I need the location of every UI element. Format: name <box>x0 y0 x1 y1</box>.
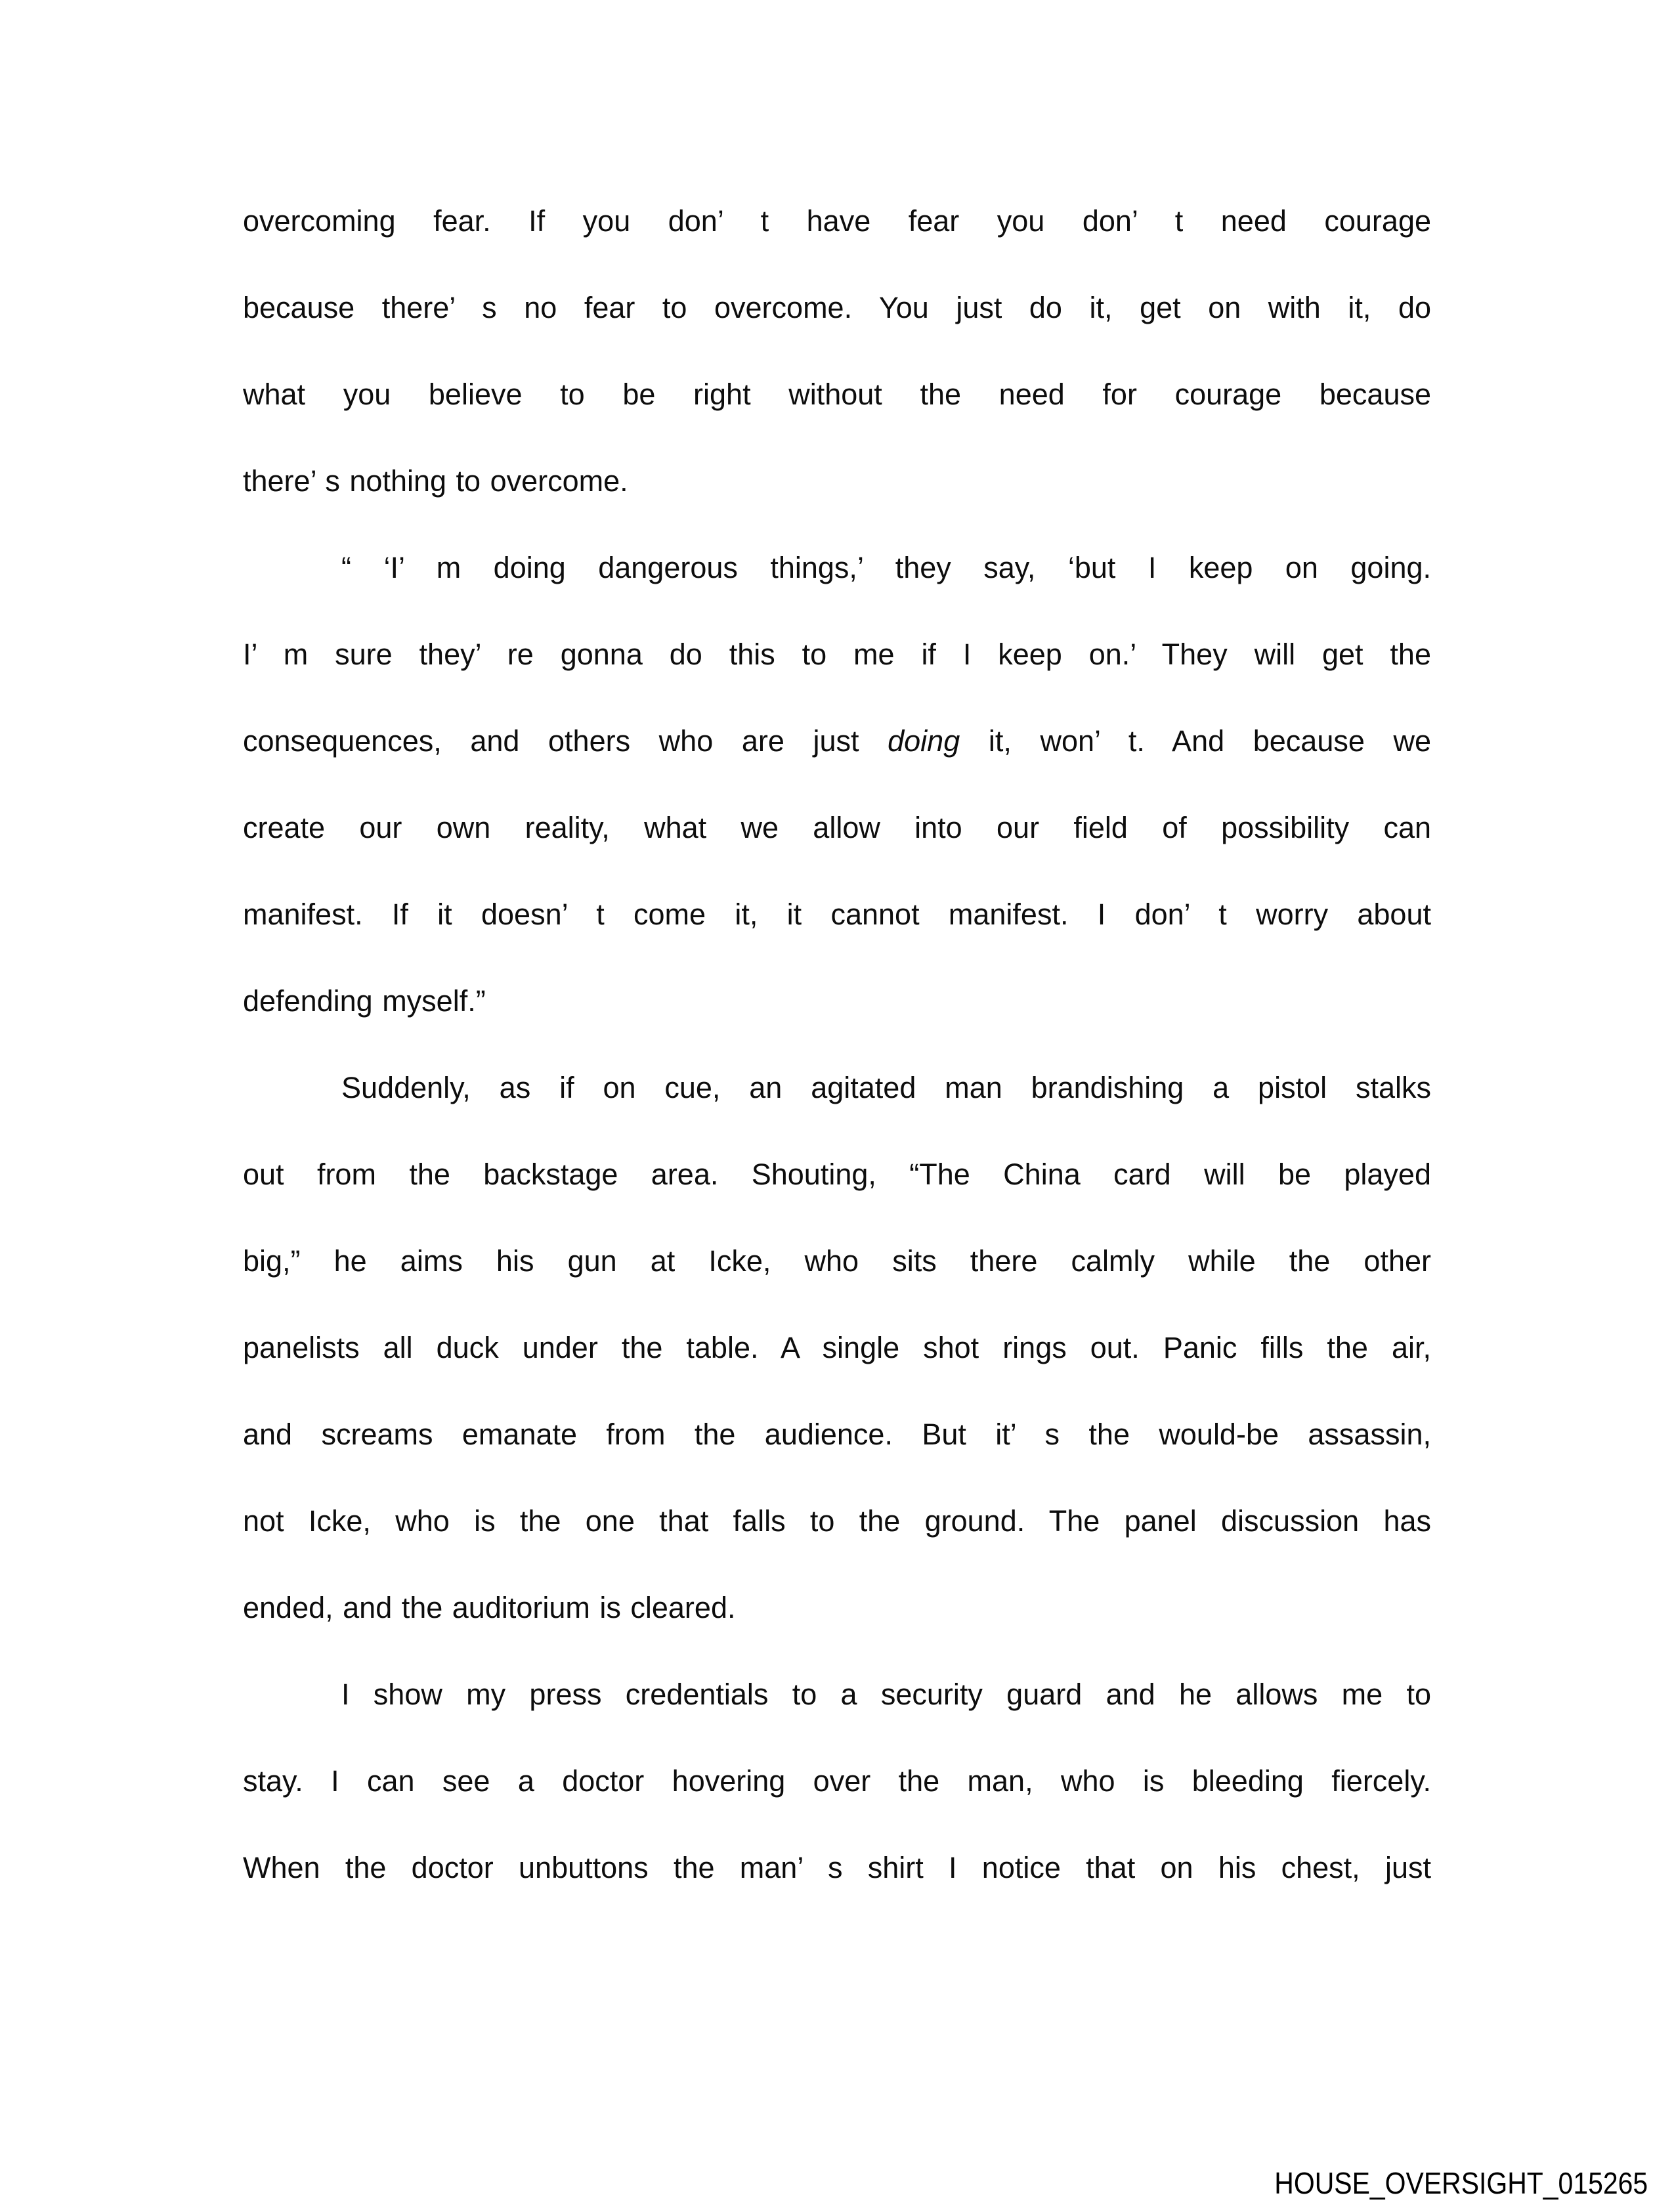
text-line <box>243 1045 1431 1131</box>
document-body <box>243 178 1431 1911</box>
text-segment: consequences, and others who are just <box>243 724 888 758</box>
text-segment: ended, and the auditorium is cleared. <box>243 1591 736 1624</box>
text-line <box>243 265 1431 351</box>
text-line <box>243 958 1431 1045</box>
text-line <box>243 351 1431 438</box>
text-segment: “ ‘I’ m doing dangerous things,’ they say, ‘but I keep on going. <box>341 551 1431 584</box>
text-segment: manifest. If it doesn’ t come it, it cannot manifest. I don’ t worry about <box>243 898 1431 931</box>
text-segment: defending myself.” <box>243 984 486 1018</box>
text-segment: because there’ s no fear to overcome. You just do it, get on with it, do <box>243 291 1431 324</box>
text-line <box>243 1565 1431 1651</box>
bates-number: HOUSE_OVERSIGHT_015265 <box>1274 2166 1648 2200</box>
text-segment: it, won’ t. And because we <box>960 724 1431 758</box>
text-segment: When the doctor unbuttons the man’ s shirt I notice that on his chest, just <box>243 1851 1431 1884</box>
text-line <box>243 1218 1431 1305</box>
text-line <box>243 1738 1431 1825</box>
text-line <box>243 1391 1431 1478</box>
text-segment: I’ m sure they’ re gonna do this to me if I keep on.’ They will get the <box>243 638 1431 671</box>
text-segment: and screams emanate from the audience. But it’ s the would-be assassin, <box>243 1418 1431 1451</box>
text-segment: overcoming fear. If you don’ t have fear you don’ t need courage <box>243 204 1431 238</box>
text-line <box>243 1131 1431 1218</box>
text-line <box>243 525 1431 611</box>
text-line <box>243 438 1431 525</box>
text-segment: what you believe to be right without the need for courage because <box>243 378 1431 411</box>
text-line <box>243 1305 1431 1391</box>
text-segment: stay. I can see a doctor hovering over the man, who is bleeding fiercely. <box>243 1764 1431 1798</box>
text-segment: not Icke, who is the one that falls to the ground. The panel discussion has <box>243 1504 1431 1538</box>
text-segment: panelists all duck under the table. A single shot rings out. Panic fills the air, <box>243 1331 1431 1364</box>
text-line <box>243 1825 1431 1911</box>
text-line <box>243 871 1431 958</box>
text-segment: out from the backstage area. Shouting, “The China card will be played <box>243 1158 1431 1191</box>
text-line <box>243 785 1431 871</box>
text-segment: I show my press credentials to a security guard and he allows me to <box>341 1678 1431 1711</box>
text-segment: big,” he aims his gun at Icke, who sits there calmly while the other <box>243 1244 1431 1278</box>
text-segment: Suddenly, as if on cue, an agitated man brandishing a pistol stalks <box>341 1071 1431 1104</box>
text-line <box>243 178 1431 265</box>
text-line <box>243 611 1431 698</box>
text-segment: create our own reality, what we allow into our field of possibility can <box>243 811 1431 844</box>
text-line <box>243 1478 1431 1565</box>
text-line <box>243 698 1431 785</box>
text-segment: there’ s nothing to overcome. <box>243 464 628 498</box>
italic-text-segment: doing <box>888 724 960 758</box>
text-line <box>243 1651 1431 1738</box>
